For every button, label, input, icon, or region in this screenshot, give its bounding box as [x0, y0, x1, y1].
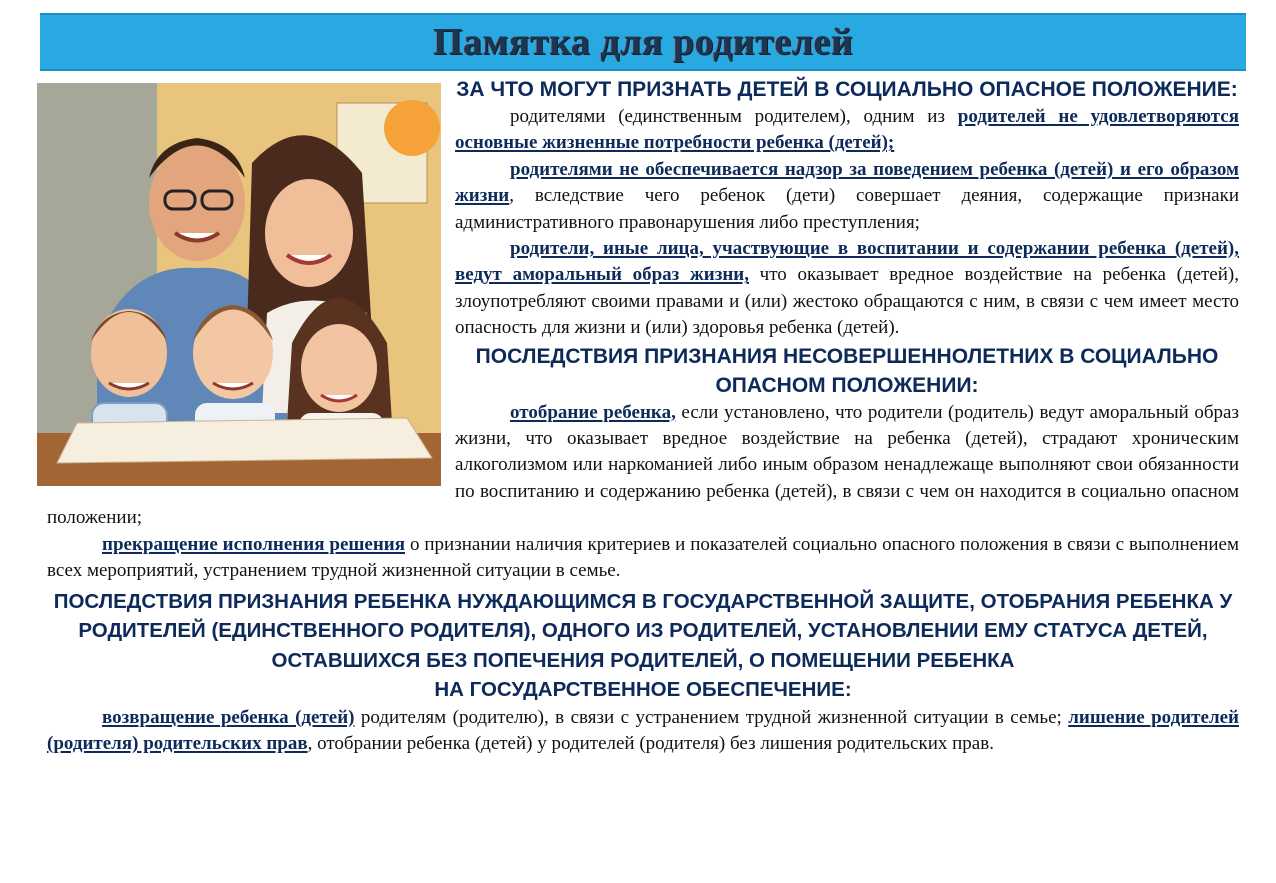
section3-p1-emphasis-2: лишение родителей (родителя) родительских прав [47, 706, 1239, 754]
section2-heading: ПОСЛЕДСТВИЯ ПРИЗНАНИЯ НЕСОВЕРШЕННОЛЕТНИХ В СОЦИАЛЬНО ОПАСНОМ ПОЛОЖЕНИИ: [475, 344, 1219, 397]
section2-p2-emphasis: прекращение исполнения решения [102, 533, 406, 555]
section3-paragraph-1 [47, 705, 1239, 758]
section1-p3-text: что оказывает вредное воздействие на ребенка (детей), злоупотребляют своими правами и (или) жестоко обращаются с ним, в связи с чем имеет место опасность для жизни и (или) здоровья ребенка (детей). [455, 264, 1239, 339]
section3-heading-line1: ПОСЛЕДСТВИЯ ПРИЗНАНИЯ РЕБЕНКА НУЖДАЮЩИМСЯ В ГОСУДАРСТВЕННОЙ ЗАЩИТЕ, ОТОБРАНИЯ РЕБЕНКА У РОДИТЕЛЕЙ (ЕДИНСТВЕННОГО РОДИТЕЛЯ), ОДНОГО ИЗ РОДИТЕЛЕЙ, УСТАНОВЛЕНИИ ЕМУ СТАТУСА ДЕТЕЙ, ОСТАВШИХСЯ БЕЗ ПОПЕЧЕНИЯ РОДИТЕЛЕЙ, О ПОМЕЩЕНИИ РЕБЕНКА [53, 589, 1233, 672]
section1-p2-text: , вследствие чего ребенок (дети) совершает деяния, содержащие признаки административного правонарушения либо преступления; [455, 185, 1239, 233]
page-title: Памятка для родителей [432, 21, 854, 63]
section3-p1-text-1: родителям (родителю), в связи с устранением трудной жизненной ситуации в семье; [354, 706, 1069, 728]
section1-p1-emphasis: родителей не удовлетворяются основные жизненные потребности ребенка (детей); [455, 106, 1239, 154]
section1-heading: ЗА ЧТО МОГУТ ПРИЗНАТЬ ДЕТЕЙ В СОЦИАЛЬНО ОПАСНОЕ ПОЛОЖЕНИЕ: [456, 78, 1238, 101]
section2-p2-text: о признании наличия критериев и показателей социально опасного положения в связи с выполнением всех мероприятий, устранением трудной жизненной ситуации в семье. [47, 533, 1240, 582]
section1-p2-emphasis: родителями не обеспечивается надзор за поведением ребенка (детей) и его образом жизни [455, 158, 1239, 207]
section3-p1-text-2: , отобрании ребенка (детей) у родителей (родителя) без лишения родительских прав. [307, 732, 994, 754]
section2-p1-emphasis: отобрание ребенка, [510, 401, 676, 423]
section2-paragraph-2 [47, 532, 1239, 585]
illustration-spacer [47, 73, 455, 491]
section3-heading [47, 587, 1239, 705]
section2-p1-text: если установлено, что родители (родитель) ведут аморальный образ жизни, что оказывает вредное воздействие на ребенка (детей), страдают хроническим алкоголизмом или наркоманией либо иным образом ненадлежаще выполняют свои обязанности по воспитанию и содержанию ребенка (детей), в связи с чем он находится в социально опасном положении; [47, 401, 1239, 529]
section3-heading-line2: НА ГОСУДАРСТВЕННОЕ ОБЕСПЕЧЕНИЕ: [434, 678, 852, 701]
memo-content [47, 73, 1239, 757]
section1-p1-lead: родителями (единственным родителем), одним из [510, 106, 958, 127]
section3-p1-emphasis-1: возвращение ребенка (детей) [102, 706, 355, 728]
title-banner [40, 13, 1246, 71]
section1-p3-emphasis: родители, иные лица, участвующие в воспитании и содержании ребенка (детей), ведут аморальный образ жизни, [455, 238, 1239, 286]
